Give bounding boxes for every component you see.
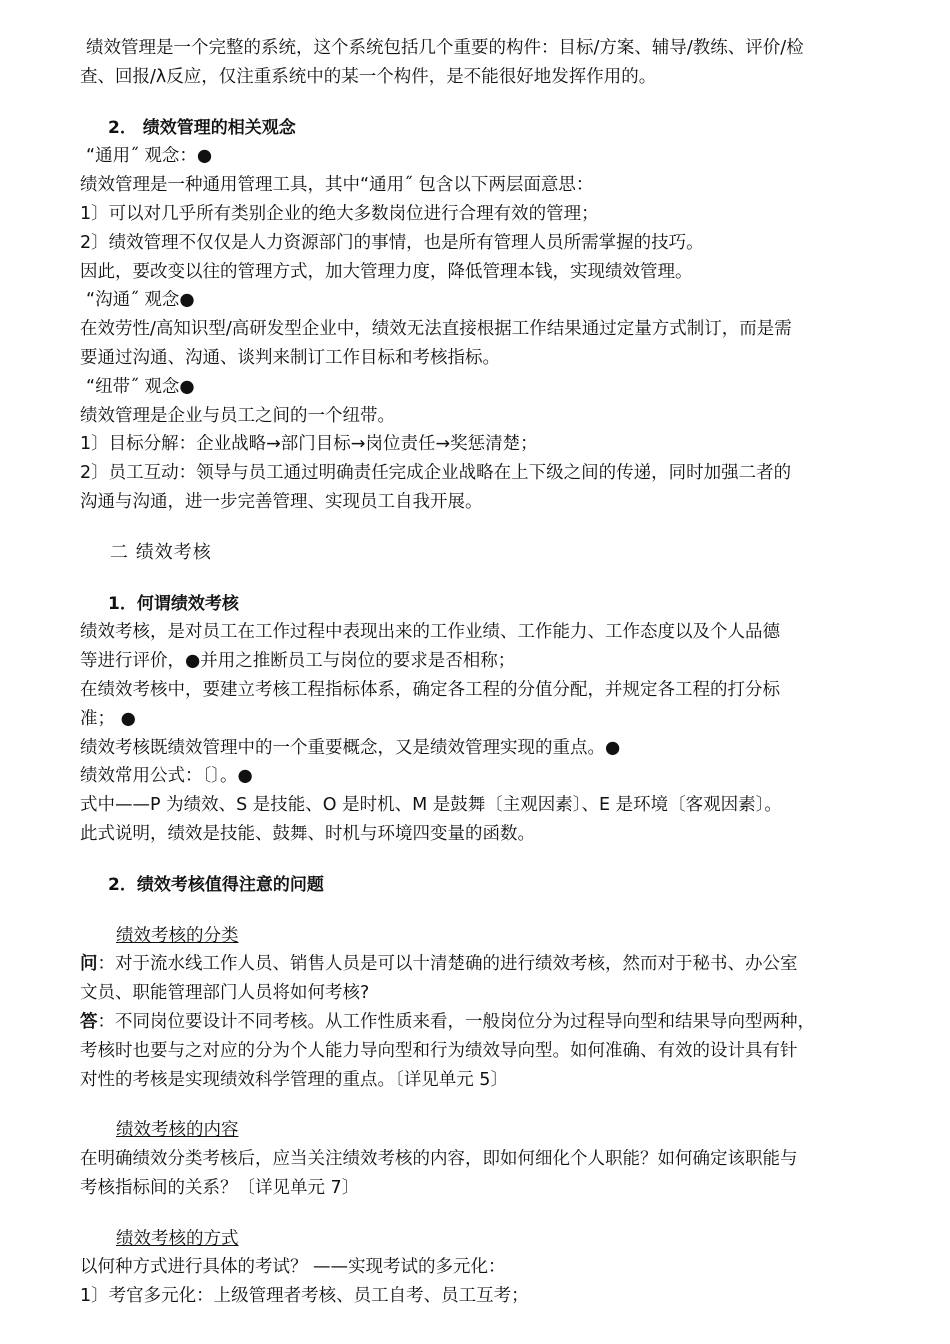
paragraph-line: 在明确绩效分类考核后，应当关注绩效考核的内容，即如何细化个人职能？如何确定该职能与 [80,1149,798,1170]
paragraph-line: 此式说明，绩效是技能、鼓舞、时机与环境四变量的函数。 [80,823,535,844]
subsection-title-classification: 绩效考核的分类 [116,925,239,946]
paragraph-line: 1〕考官多元化：上级管理者考核、员工自考、员工互考； [80,1286,529,1307]
section-heading-related-concepts: 2． 绩效管理的相关观念 [108,117,296,138]
paragraph-line: 式中——P 为绩效、S 是技能、O 是时机、M 是鼓舞〔主观因素〕、E 是环境〔客观因素〕。 [80,795,782,816]
paragraph-line: 准； ● [80,708,136,729]
paragraph-line: 绩效考核，是对员工在工作过程中表现出来的工作业绩、工作能力、工作态度以及个人品德 [80,622,780,643]
paragraph-line: 在绩效考核中，要建立考核工程指标体系，确定各工程的分值分配，并规定各工程的打分标 [80,679,780,700]
intro-line-2: 查、回报/λ反应，仅注重系统中的某一个构件，是不能很好地发挥作用的。 [80,66,657,87]
part-heading-performance-appraisal: 二 绩效考核 [110,541,212,563]
section-heading-what-is-appraisal: 1．何谓绩效考核 [108,593,239,614]
answer-line [80,1008,880,1037]
paragraph-line: 以何种方式进行具体的考试？ ——实现考试的多元化： [80,1257,506,1278]
question-line [80,950,880,979]
question-label: 问 [80,954,98,975]
concept-bond-title: “纽带˝ 观念● [86,376,195,397]
paragraph-line: 绩效管理是企业与员工之间的一个纽带。 [80,405,395,426]
paragraph-line: 等进行评价，●并用之推断员工与岗位的要求是否相称； [80,651,516,672]
paragraph-line: 要通过沟通、沟通、谈判来制订工作目标和考核指标。 [80,347,500,368]
paragraph-line: 文员、职能管理部门人员将如何考核? [80,983,370,1004]
concept-general-title: “通用˝ 观念：● [86,146,213,167]
paragraph-line: 绩效考核既绩效管理中的一个重要概念，又是绩效管理实现的重点。● [80,737,621,758]
paragraph-line: 在效劳性/高知识型/高研发型企业中，绩效无法直接根据工作结果通过定量方式制订，而是需 [80,319,792,340]
paragraph-line: 1〕目标分解：企业战略→部门目标→岗位责任→奖惩清楚； [80,434,538,455]
paragraph-line: 2〕绩效管理不仅仅是人力资源部门的事情，也是所有管理人员所需掌握的技巧。 [80,232,704,253]
paragraph-line: 绩效管理是一种通用管理工具，其中“通用˝ 包含以下两层面意思： [80,175,594,196]
concept-communication-title: “沟通˝ 观念● [86,290,195,311]
question-text: ：对于流水线工作人员、销售人员是可以十清楚确的进行绩效考核，然而对于秘书、办公室 [97,954,798,975]
document-page [80,34,880,1311]
paragraph-line: 2〕员工互动：领导与员工通过明确责任完成企业战略在上下级之间的传递，同时加强二者的 [80,463,792,484]
answer-label: 答 [80,1011,98,1032]
paragraph-line: 因此，要改变以往的管理方式，加大管理力度，降低管理本钱，实现绩效管理。 [80,261,693,282]
paragraph-line: 对性的考核是实现绩效科学管理的重点。〔详见单元 5〕 [80,1069,508,1090]
paragraph-line: 考核指标间的关系？〔详见单元 7〕 [80,1177,360,1198]
paragraph-line: 沟通与沟通，进一步完善管理、实现员工自我开展。 [80,491,483,512]
subsection-title-content: 绩效考核的内容 [116,1120,239,1141]
subsection-title-method: 绩效考核的方式 [116,1228,239,1249]
paragraph-line: 考核时也要与之对应的分为个人能力导向型和行为绩效导向型。如何准确、有效的设计具有针 [80,1040,798,1061]
intro-line-1: 绩效管理是一个完整的系统，这个系统包括几个重要的构件：目标/方案、辅导/教练、评价/检 [86,38,804,58]
paragraph-line: 绩效常用公式：〔〕。● [80,766,253,787]
section-heading-appraisal-issues: 2．绩效考核值得注意的问题 [108,874,324,895]
answer-text: ：不同岗位要设计不同考核。从工作性质来看，一般岗位分为过程导向型和结果导向型两种， [97,1011,815,1032]
paragraph-line: 1〕可以对几乎所有类别企业的绝大多数岗位进行合理有效的管理； [80,203,599,224]
